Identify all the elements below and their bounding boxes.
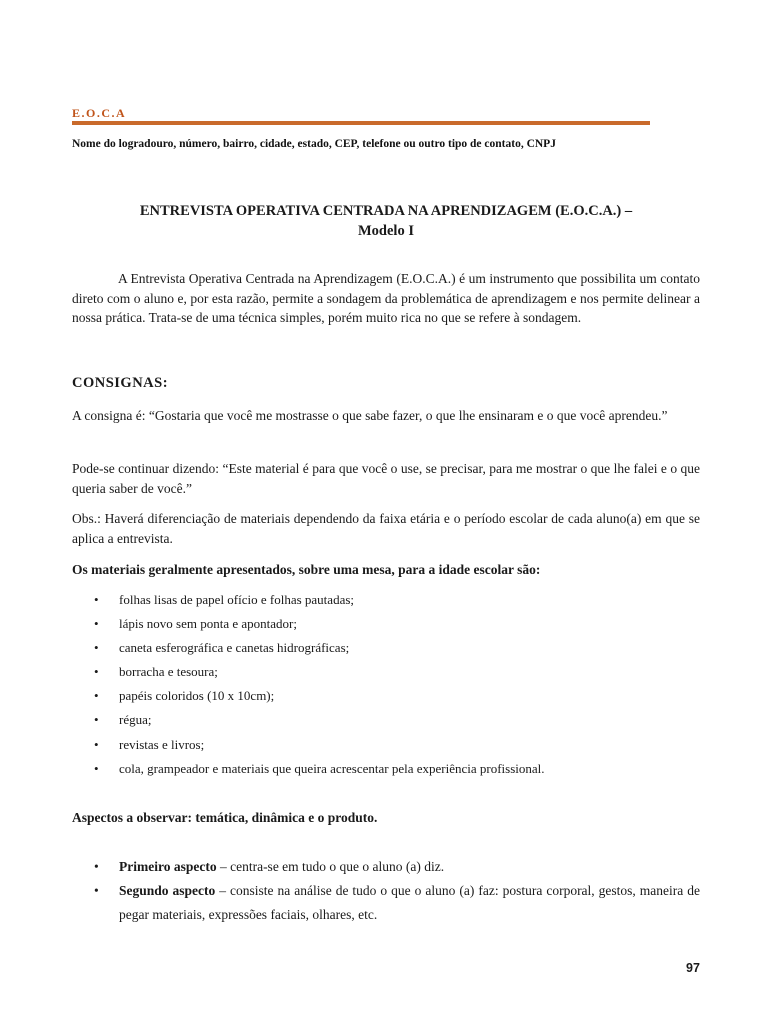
consigna-paragraph-2: Pode-se continuar dizendo: “Este material é para que você o use, se precisar, para me mostrar o que lhe falei e o que queria saber de você.” <box>72 461 700 496</box>
list-item: • revistas e livros; <box>94 736 205 752</box>
bullet-icon: • <box>94 664 99 680</box>
document-title <box>72 201 700 241</box>
bullet-icon: • <box>94 640 99 656</box>
title-line-2: Modelo I <box>358 223 414 239</box>
list-item: • cola, grampeador e materiais que queira acrescentar pela experiência profissional. <box>94 760 545 776</box>
list-item: • lápis novo sem ponta e apontador; <box>94 616 297 632</box>
page-number: 97 <box>686 961 700 975</box>
list-item <box>72 879 700 927</box>
aspect-label: Segundo aspecto <box>119 883 216 898</box>
list-item: • régua; <box>94 712 152 728</box>
consigna-paragraph-1: A consigna é: “Gostaria que você me mostrasse o que sabe fazer, o que lhe ensinaram e o que você aprendeu.” <box>72 408 668 423</box>
aspect-text: – centra-se em tudo o que o aluno (a) diz. <box>216 859 445 874</box>
bullet-icon: • <box>94 616 99 632</box>
bullet-icon: • <box>94 712 99 728</box>
bullet-icon: • <box>94 688 99 704</box>
bullet-icon: • <box>94 859 99 874</box>
consignas-heading: CONSIGNAS: <box>72 375 169 391</box>
document-page <box>72 0 700 1024</box>
materials-list <box>72 591 700 784</box>
bullet-icon: • <box>94 592 99 607</box>
observation-paragraph: Obs.: Haverá diferenciação de materiais dependendo da faixa etária e o período escolar de cada aluno(a) em que se aplica a entrevista. <box>72 511 700 546</box>
list-item: • caneta esferográfica e canetas hidrográficas; <box>94 640 350 656</box>
header-tag: E.O.C.A <box>72 106 127 120</box>
list-item: • borracha e tesoura; <box>94 664 218 680</box>
intro-paragraph: A Entrevista Operativa Centrada na Aprendizagem (E.O.C.A.) é um instrumento que possibilita um contato direto com o aluno e, por esta razão, permite a sondagem da problemática de aprendizagem e nos permite delinear a nossa prática. Trata-se de uma técnica simples, porém muito rica no que se refere à sondagem. <box>72 271 700 325</box>
header-address: Nome do logradouro, número, bairro, cidade, estado, CEP, telefone ou outro tipo de contato, CNPJ <box>72 138 556 150</box>
aspects-heading: Aspectos a observar: temática, dinâmica e o produto. <box>72 810 378 825</box>
list-item <box>72 855 700 879</box>
bullet-icon: • <box>94 760 99 776</box>
bullet-icon: • <box>94 736 99 752</box>
aspect-text: – consiste na análise de tudo o que o aluno (a) faz: postura corporal, gestos, maneira de pegar materiais, expressões faciais, olhares, etc. <box>119 883 701 922</box>
title-line-1: ENTREVISTA OPERATIVA CENTRADA NA APRENDIZAGEM (E.O.C.A.) – <box>139 203 633 219</box>
list-item: • papéis coloridos (10 x 10cm); <box>94 688 275 704</box>
materials-heading: Os materiais geralmente apresentados, sobre uma mesa, para a idade escolar são: <box>72 562 541 577</box>
list-item: • folhas lisas de papel ofício e folhas pautadas; <box>94 592 355 607</box>
aspects-list <box>72 855 700 927</box>
bullet-icon: • <box>94 883 99 898</box>
header-divider <box>72 121 650 125</box>
aspect-label: Primeiro aspecto <box>119 859 217 874</box>
